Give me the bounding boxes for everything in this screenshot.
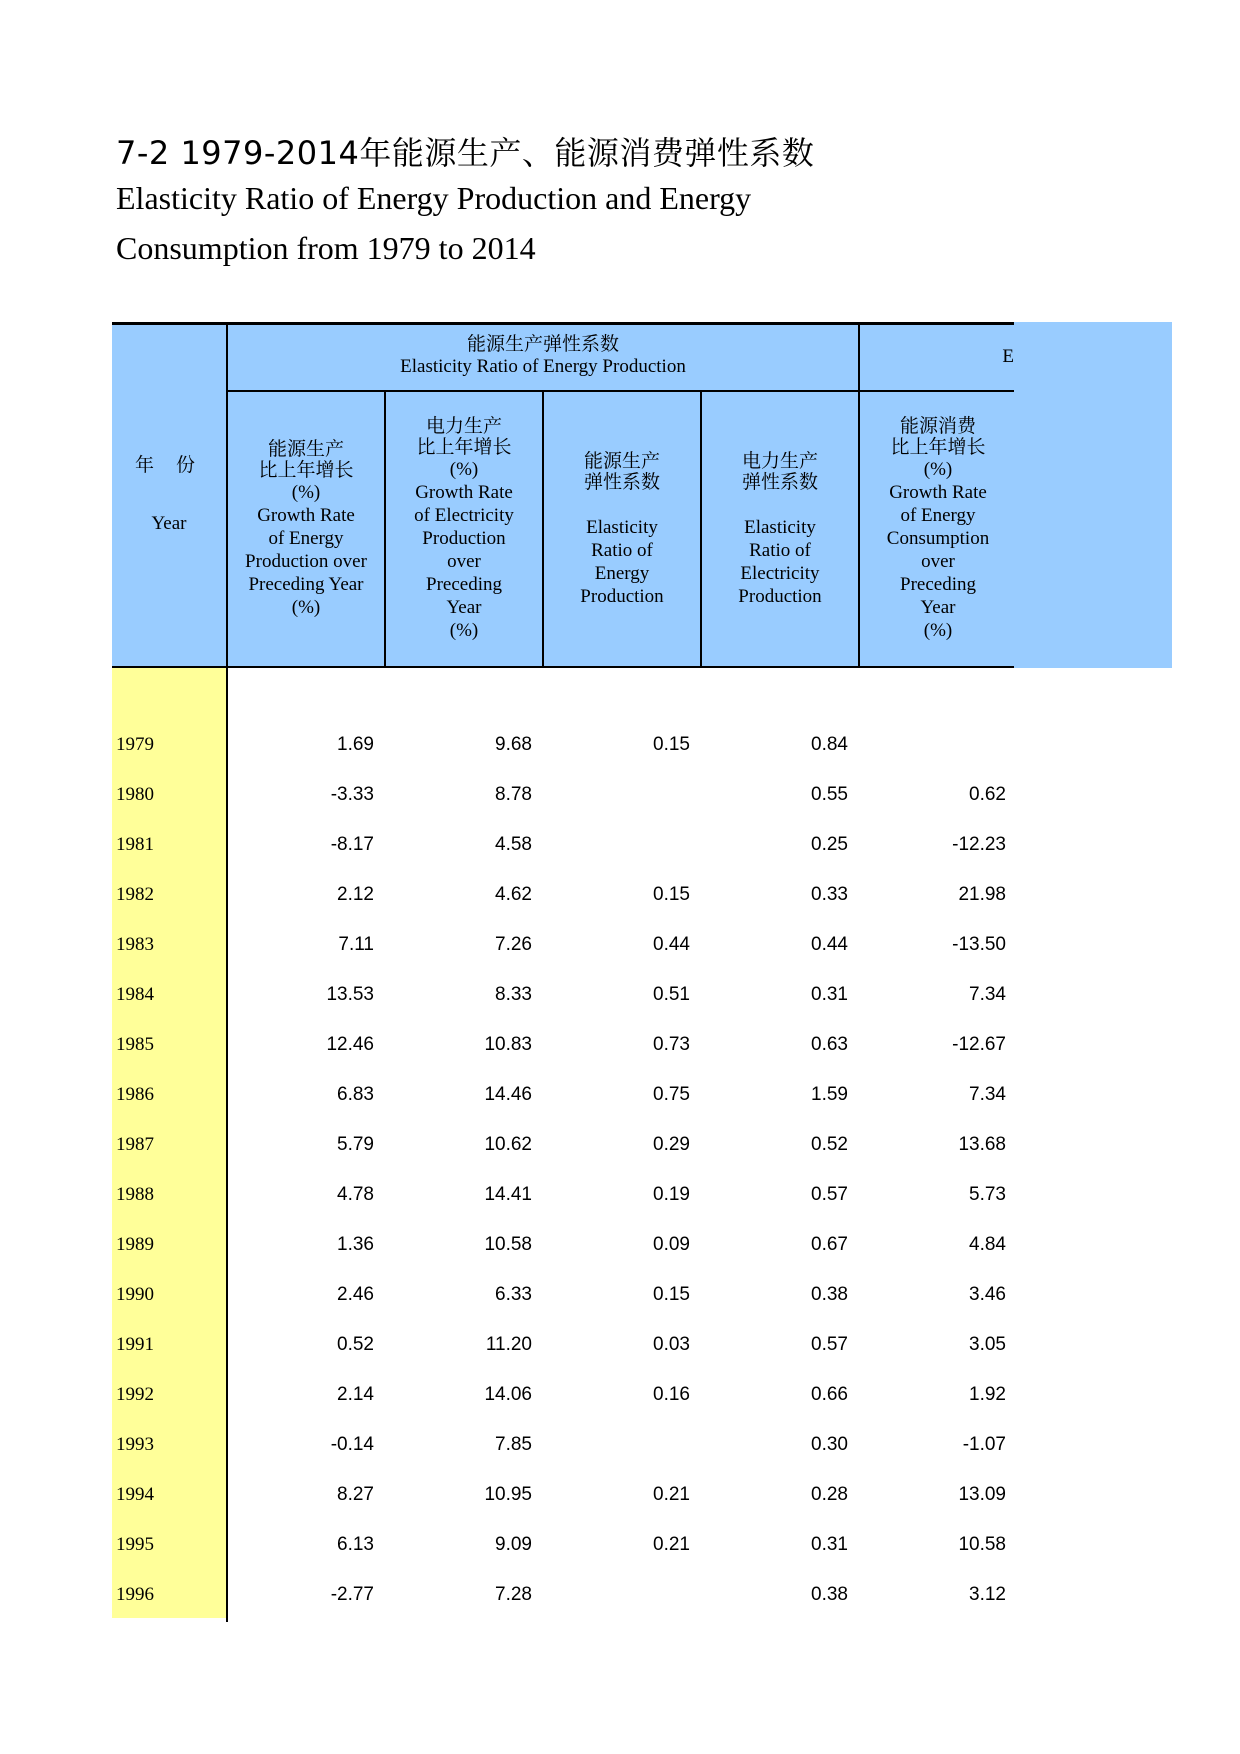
value-cell: 2.12 <box>337 884 374 905</box>
value-cell: 0.38 <box>811 1584 848 1605</box>
value-cell: 0.03 <box>653 1334 690 1355</box>
value-cell: 0.19 <box>653 1184 690 1205</box>
value-cell: 13.53 <box>326 984 374 1005</box>
table-row <box>112 970 1014 1020</box>
header-col-electricity-elasticity: 电力生产 弹性系数 Elasticity Ratio of Electricity Production <box>738 449 822 607</box>
value-cell: 10.58 <box>484 1234 532 1255</box>
page-title-en-line2: Consumption from 1979 to 2014 <box>116 230 536 266</box>
value-cell: -8.17 <box>330 834 374 855</box>
value-cell: 0.15 <box>653 734 690 755</box>
value-cell: -2.77 <box>330 1584 374 1605</box>
value-cell: 0.15 <box>653 1284 690 1305</box>
header-col-electricity-growth: 电力生产 比上年增长 (%) Growth Rate of Electricity Production over Preceding Year (%) <box>414 415 514 641</box>
value-cell: 0.28 <box>811 1484 848 1505</box>
value-cell: 1.92 <box>969 1384 1006 1405</box>
year-cell: 1988 <box>116 1184 154 1205</box>
header-year: 年 份 Year <box>134 454 204 534</box>
value-cell: 0.73 <box>653 1034 690 1055</box>
value-cell: 3.46 <box>969 1284 1006 1305</box>
page-title-cn: 7-2 1979-2014年能源生产、能源消费弹性系数 <box>116 134 815 172</box>
value-cell: 13.09 <box>958 1484 1006 1505</box>
year-cell: 1996 <box>116 1584 154 1605</box>
year-cell: 1985 <box>116 1034 154 1055</box>
table-row <box>112 820 1014 870</box>
header-group-production: 能源生产弹性系数 Elasticity Ratio of Energy Production <box>400 333 686 377</box>
table-row <box>112 1270 1014 1320</box>
year-cell: 1994 <box>116 1484 154 1505</box>
table-row <box>112 1020 1014 1070</box>
value-cell: 7.28 <box>495 1584 532 1605</box>
year-cell: 1995 <box>116 1534 154 1555</box>
value-cell: 7.26 <box>495 934 532 955</box>
value-cell: 0.75 <box>653 1084 690 1105</box>
value-cell: 1.36 <box>337 1234 374 1255</box>
value-cell: 7.11 <box>338 934 374 955</box>
value-cell: 0.15 <box>653 884 690 905</box>
value-cell: 2.46 <box>337 1284 374 1305</box>
year-cell: 1989 <box>116 1234 154 1255</box>
header-col-energy-growth: 能源生产 比上年增长 (%) Growth Rate of Energy Production over Preceding Year (%) <box>245 438 367 618</box>
value-cell: 13.68 <box>958 1134 1006 1155</box>
value-cell: 6.83 <box>337 1084 374 1105</box>
value-cell: 0.66 <box>811 1384 848 1405</box>
value-cell: 0.21 <box>653 1484 690 1505</box>
value-cell: 0.31 <box>811 984 848 1005</box>
header-col-energy-elasticity: 能源生产 弹性系数 Elasticity Ratio of Energy Production <box>580 449 664 607</box>
value-cell: 0.25 <box>811 834 848 855</box>
table-row <box>112 920 1014 970</box>
value-cell: 3.12 <box>969 1584 1006 1605</box>
value-cell: 0.31 <box>811 1534 848 1555</box>
value-cell: 0.67 <box>811 1234 848 1255</box>
value-cell: 10.95 <box>484 1484 532 1505</box>
value-cell: 10.62 <box>484 1134 532 1155</box>
table-row <box>112 1520 1014 1570</box>
year-cell: 1983 <box>116 934 154 955</box>
value-cell: 3.05 <box>969 1334 1006 1355</box>
year-cell: 1980 <box>116 784 154 805</box>
value-cell: -13.50 <box>952 934 1006 955</box>
year-cell: 1981 <box>116 834 154 855</box>
value-cell: 4.62 <box>495 884 532 905</box>
value-cell: -12.67 <box>952 1034 1006 1055</box>
table-row <box>112 1220 1014 1270</box>
table-row <box>112 870 1014 920</box>
value-cell: 8.78 <box>495 784 532 805</box>
value-cell: 8.33 <box>495 984 532 1005</box>
year-cell: 1992 <box>116 1384 154 1405</box>
year-cell: 1987 <box>116 1134 154 1155</box>
value-cell: 0.33 <box>811 884 848 905</box>
value-cell: 6.13 <box>337 1534 374 1555</box>
table-row <box>112 770 1014 820</box>
value-cell: 0.62 <box>969 784 1006 805</box>
year-cell: 1979 <box>116 734 154 755</box>
value-cell: 0.38 <box>811 1284 848 1305</box>
value-cell: 0.52 <box>811 1134 848 1155</box>
value-cell: 0.29 <box>653 1134 690 1155</box>
value-cell: 0.52 <box>337 1334 374 1355</box>
value-cell: 0.44 <box>811 934 848 955</box>
value-cell: 4.58 <box>495 834 532 855</box>
value-cell: 9.09 <box>495 1534 532 1555</box>
value-cell: 7.34 <box>969 1084 1006 1105</box>
table-row <box>112 1420 1014 1470</box>
value-cell: 2.14 <box>337 1384 374 1405</box>
year-cell: 1991 <box>116 1334 154 1355</box>
value-cell: 1.69 <box>337 734 374 755</box>
table-row <box>112 1320 1014 1370</box>
value-cell: 5.79 <box>337 1134 374 1155</box>
value-cell: 10.58 <box>958 1534 1006 1555</box>
data-table <box>112 322 1172 1622</box>
value-cell: -0.14 <box>330 1434 374 1455</box>
value-cell: 1.59 <box>811 1084 848 1105</box>
year-cell: 1984 <box>116 984 154 1005</box>
table-row <box>112 1170 1014 1220</box>
value-cell: 4.78 <box>337 1184 374 1205</box>
value-cell: 0.51 <box>653 984 690 1005</box>
value-cell: 4.84 <box>969 1234 1006 1255</box>
value-cell: 8.27 <box>337 1484 374 1505</box>
value-cell: 0.57 <box>811 1334 848 1355</box>
table-row <box>112 1120 1014 1170</box>
value-cell: 14.06 <box>484 1384 532 1405</box>
value-cell: 0.30 <box>811 1434 848 1455</box>
value-cell: 7.34 <box>969 984 1006 1005</box>
year-cell: 1986 <box>116 1084 154 1105</box>
value-cell: -12.23 <box>952 834 1006 855</box>
value-cell: 11.20 <box>485 1334 532 1355</box>
year-cell: 1993 <box>116 1434 154 1455</box>
table-row <box>112 720 1014 770</box>
table-row <box>112 1070 1014 1120</box>
value-cell: 0.09 <box>653 1234 690 1255</box>
value-cell: -3.33 <box>330 784 374 805</box>
value-cell: 0.55 <box>811 784 848 805</box>
value-cell: 0.44 <box>653 934 690 955</box>
value-cell: 7.85 <box>495 1434 532 1455</box>
value-cell: 0.21 <box>653 1534 690 1555</box>
page-title-en-line1: Elasticity Ratio of Energy Production and Energy <box>116 180 752 216</box>
header-col-consumption-growth: 能源消费 比上年增长 (%) Growth Rate of Energy Consumption over Preceding Year (%) <box>886 415 990 641</box>
value-cell: 14.46 <box>484 1084 532 1105</box>
value-cell: 12.46 <box>326 1034 374 1055</box>
value-cell: 9.68 <box>495 734 532 755</box>
value-cell: 0.57 <box>811 1184 848 1205</box>
year-cell: 1982 <box>116 884 154 905</box>
table-row <box>112 1370 1014 1420</box>
value-cell: 0.84 <box>811 734 848 755</box>
value-cell: 21.98 <box>958 884 1006 905</box>
value-cell: 10.83 <box>484 1034 532 1055</box>
value-cell: 0.16 <box>653 1384 690 1405</box>
value-cell: 14.41 <box>484 1184 532 1205</box>
value-cell: 6.33 <box>495 1284 532 1305</box>
header-group-consumption: E <box>1002 345 1014 367</box>
table-row <box>112 1570 1014 1620</box>
value-cell: 0.63 <box>811 1034 848 1055</box>
value-cell: 5.73 <box>969 1184 1006 1205</box>
year-cell: 1990 <box>116 1284 154 1305</box>
value-cell: -1.07 <box>962 1434 1006 1455</box>
table-row <box>112 1470 1014 1520</box>
